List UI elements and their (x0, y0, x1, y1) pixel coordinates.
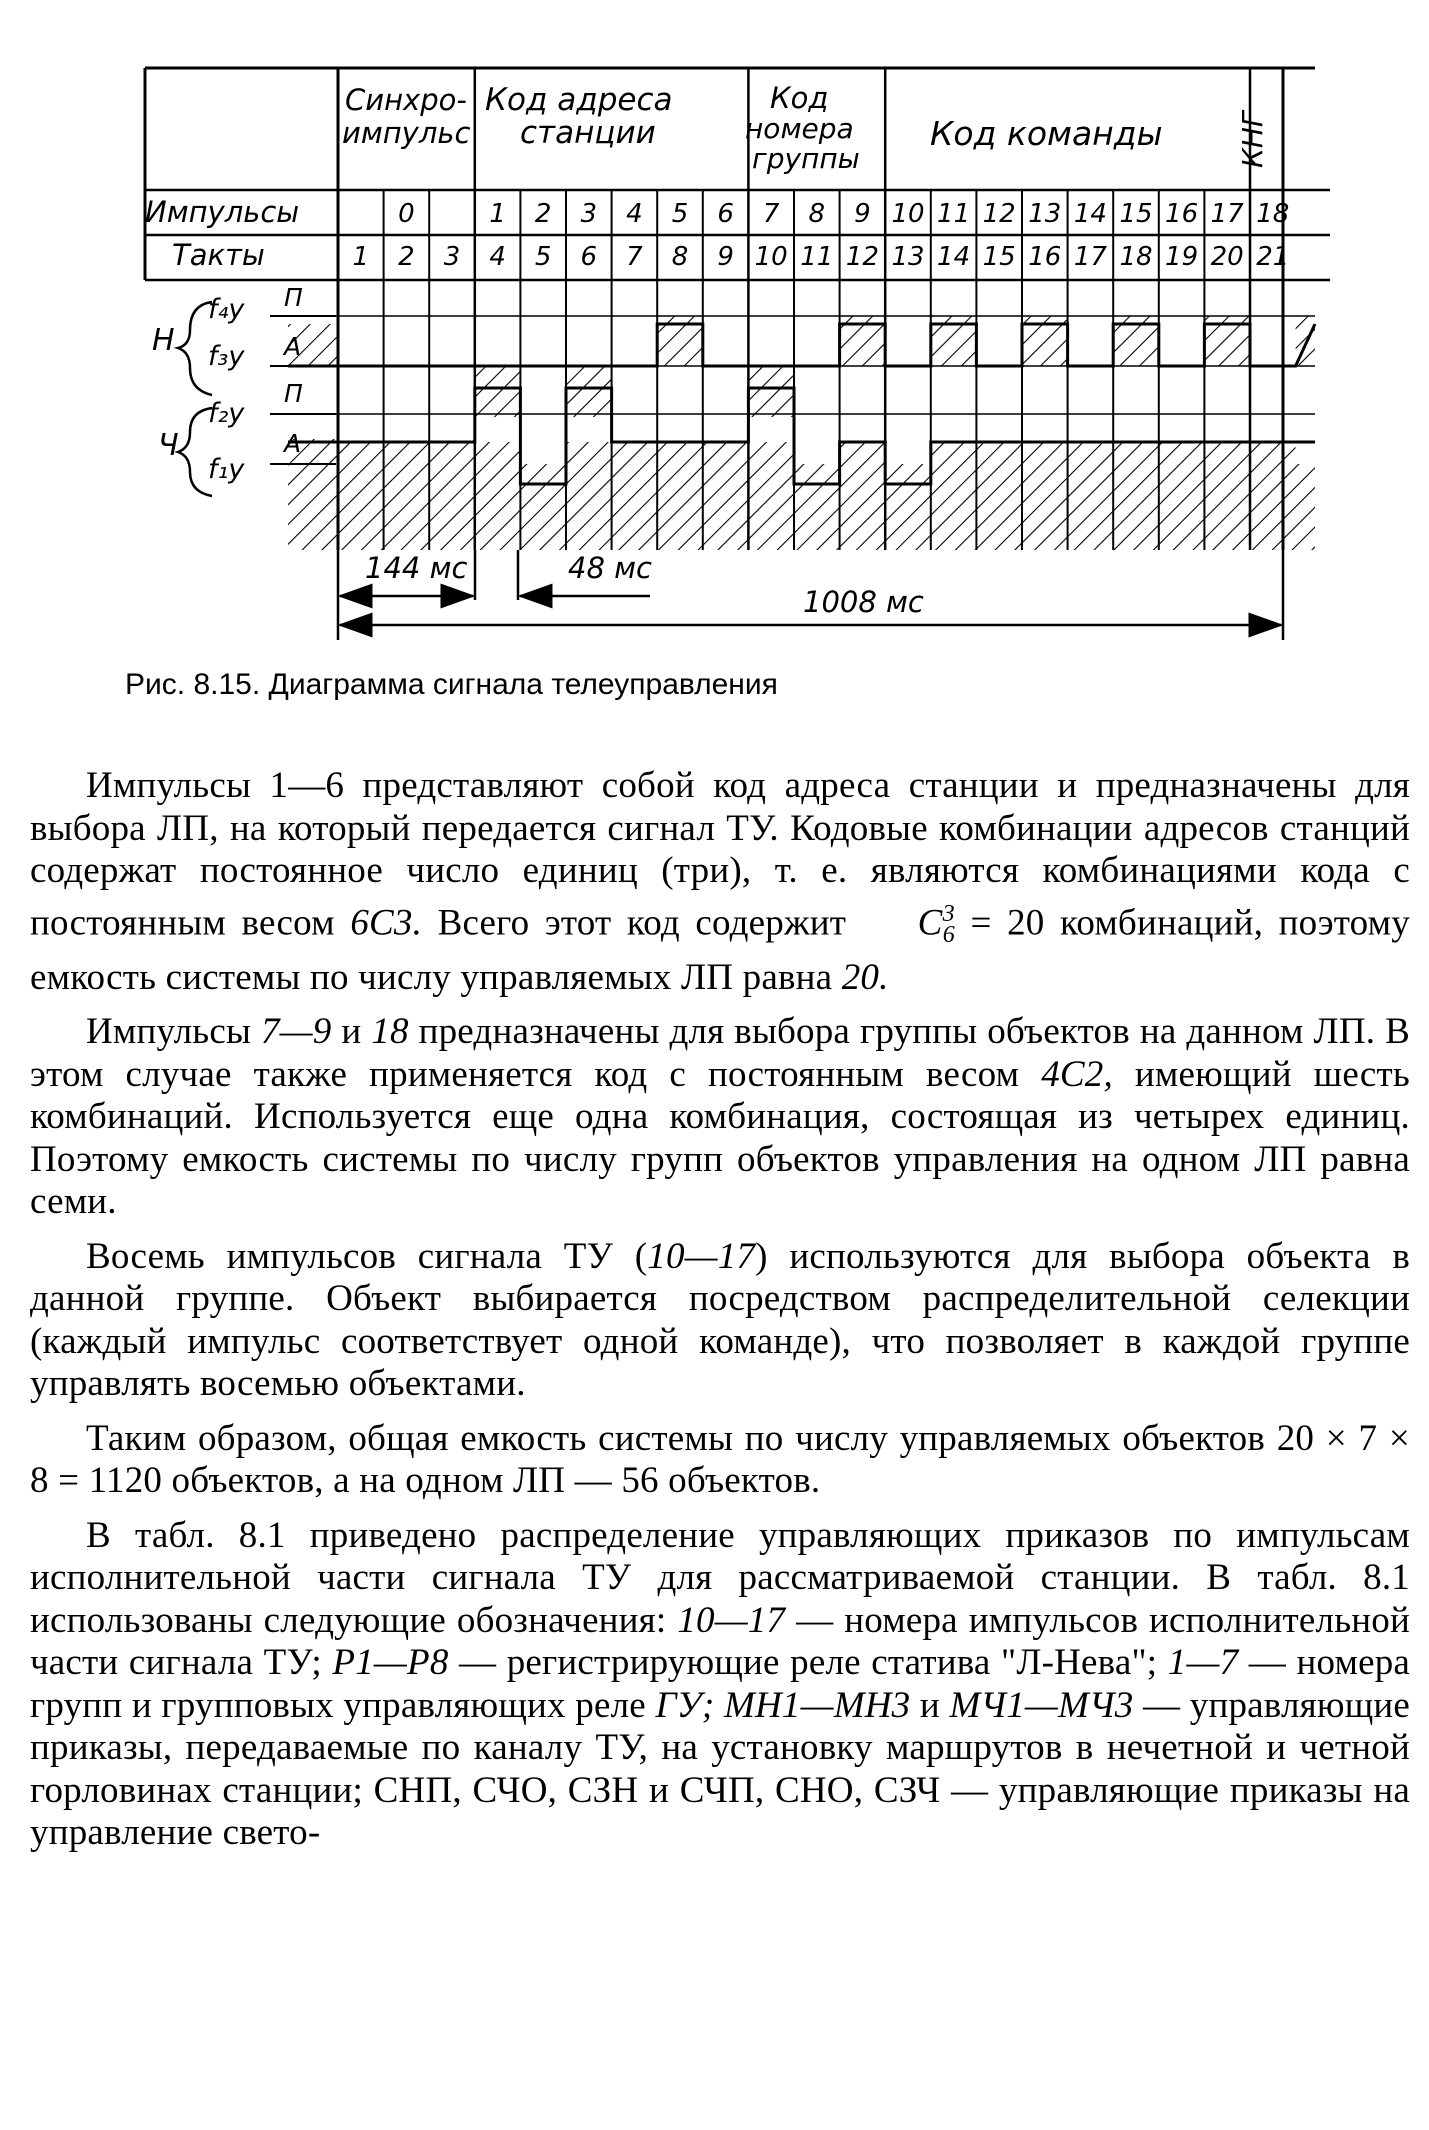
takt-label: 3 (443, 242, 461, 272)
takt-label: 1 (352, 242, 370, 272)
impulse-label: 2 (534, 199, 552, 229)
label-n: Н (152, 323, 175, 358)
impulse-label: 8 (808, 199, 826, 229)
hatch-ch-mid (384, 442, 430, 464)
signal-labels (152, 283, 336, 496)
takt-label: 18 (1119, 242, 1153, 272)
header-cmd: Код команды (930, 114, 1163, 153)
brace-n (178, 302, 212, 395)
hatch-ch-mid (338, 442, 384, 464)
hatch-ch-mid (748, 442, 794, 464)
dim-48: 48 мс (568, 551, 652, 585)
takt-label: 16 (1028, 242, 1062, 272)
header-group-2: номера (745, 112, 854, 145)
hatch-ch-mid (1068, 442, 1114, 464)
row-label-takts: Такты (172, 238, 265, 272)
impulse-label: 15 (1119, 199, 1153, 229)
impulse-label: 0 (398, 199, 415, 229)
label-ch: Ч (158, 428, 179, 463)
paragraph-5: В табл. 8.1 приведено распределение управляющих приказов по импульсам исполнительной части сигнала ТУ для рассматриваемой станции. В табл. 8.1 использованы следующие обозначения: 10—17 — номера импульсов исполнительной части сигнала ТУ; Р1—Р8 — регистрирующие реле статива "Л-Нева"; 1—7 — номера групп и групповых управляющих реле ГУ; МН1—МН3 и МЧ1—МЧ3 — управляющие приказы, передаваемые по каналу ТУ, на установку маршрутов в нечетной и четной горловинах станции; СНП, СЧО, СЗН и СЧП, СНО, СЗЧ — управляющие приказы на управление свето- (30, 1514, 1411, 1854)
impulse-label: 18 (1256, 199, 1290, 229)
label-f2: f₂у (208, 398, 245, 429)
impulse-label: 12 (982, 199, 1016, 229)
hatch-ch-high (748, 366, 794, 417)
takt-label: 10 (754, 242, 788, 272)
label-p2: П (284, 379, 303, 408)
dim-1008: 1008 мс (803, 585, 924, 619)
takt-label: 8 (671, 242, 689, 272)
hatch-ch-mid (1022, 442, 1068, 464)
takt-label: 13 (891, 242, 925, 272)
impulse-label: 10 (891, 199, 925, 229)
label-f3: f₃у (208, 341, 245, 372)
paragraph-3: Восемь импульсов сигнала ТУ (10—17) используются для выбора объекта в данной группе. Объект выбирается посредством распределительной селекции (каждый импульс соответствует одной команде), что позволяет в каждой группе управлять восемью объектами. (30, 1235, 1410, 1405)
section-headers (342, 81, 1269, 175)
takt-numbers (353, 242, 1290, 272)
hatch-ch-base (288, 464, 1315, 550)
header-kng: КНГ (1236, 111, 1269, 168)
hatch-ch-mid (1113, 442, 1159, 464)
impulse-label: 4 (626, 199, 643, 229)
takt-label: 17 (1073, 242, 1107, 272)
impulse-label: 9 (854, 199, 871, 229)
impulse-numbers (398, 199, 1289, 229)
takt-label: 6 (580, 242, 598, 272)
figure-caption: Рис. 8.15. Диаграмма сигнала телеуправления (125, 668, 778, 701)
hatch-ch-mid (566, 442, 612, 464)
takt-label: 7 (626, 242, 643, 272)
hatched-signal-areas (288, 316, 1315, 550)
paragraph-2: Импульсы 7—9 и 18 предназначены для выбора группы объектов на данном ЛП. В этом случае также применяется код с постоянным весом 4С2, имеющий шесть комбинаций. Используется еще одна комбинация, состоящая из четырех единиц. Поэтому емкость системы по числу групп объектов управления на одном ЛП равна семи. (30, 1011, 1410, 1223)
impulse-label: 17 (1210, 199, 1244, 229)
hatch-ch-mid (931, 442, 977, 464)
takt-label: 11 (800, 242, 834, 272)
paragraph-4: Таким образом, общая емкость системы по числу управляемых объектов 20 × 7 × 8 = 1120 объектов, а на одном ЛП — 56 объектов. (30, 1417, 1410, 1502)
header-addr-1: Код адреса (485, 82, 673, 118)
hatch-ch-mid (703, 442, 749, 464)
brace-ch (178, 408, 212, 496)
impulse-label: 13 (1028, 199, 1062, 229)
impulse-label: 3 (580, 199, 598, 229)
hatch-ch-mid (1159, 442, 1205, 464)
header-sync-2: импульс (342, 116, 471, 150)
impulse-label: 5 (671, 199, 689, 229)
row-label-impulses: Импульсы (145, 195, 300, 229)
takt-label: 21 (1256, 242, 1290, 272)
impulse-label: 1 (489, 199, 506, 229)
hatch-ch-mid (976, 442, 1022, 464)
hatch-ch-mid (475, 442, 521, 464)
header-sync-1: Синхро- (345, 83, 467, 117)
takt-label: 14 (937, 242, 971, 272)
impulse-label: 14 (1073, 199, 1107, 229)
takt-label: 5 (534, 242, 552, 272)
takt-label: 9 (717, 242, 734, 272)
hatch-ch-mid (612, 442, 658, 464)
telecontrol-signal-diagram (0, 0, 1429, 650)
label-a2: А (284, 429, 302, 458)
takt-label: 15 (982, 242, 1016, 272)
label-a1: А (284, 332, 302, 361)
dim-144: 144 мс (365, 551, 468, 585)
takt-label: 4 (489, 242, 506, 272)
takt-label: 20 (1210, 242, 1244, 272)
header-group-1: Код (770, 81, 829, 115)
impulse-label: 11 (937, 199, 971, 229)
impulse-label: 16 (1165, 199, 1199, 229)
hatch-ch-mid (1204, 442, 1250, 464)
paragraph-1: Импульсы 1—6 представляют собой код адреса станции и предназначены для выбора ЛП, на который передается сигнал ТУ. Кодовые комбинации адресов станций содержат постоянное число единиц (три), т. е. являются комбинациями кода с постоянным весом 6С3. Всего этот код содержит $С^3_6 = 20$ комбинаций, поэтому емкость системы по числу управляемых ЛП равна 20. (30, 765, 1410, 998)
label-p1: П (284, 283, 303, 312)
takt-label: 2 (398, 242, 415, 272)
n-waveform (288, 324, 1315, 366)
hatch-ch-high (566, 366, 612, 417)
impulse-label: 7 (762, 199, 780, 229)
hatch-ch-mid (429, 442, 475, 464)
hatch-ch-mid (657, 442, 703, 464)
hatch-ch-mid (840, 442, 886, 464)
hatch-ch-high (475, 366, 521, 417)
header-addr-2: станции (520, 115, 656, 151)
takt-label: 12 (845, 242, 879, 272)
combination-formula: $С^3_6$ (917, 900, 955, 949)
hatch-ch-mid (1250, 442, 1296, 464)
body-text (30, 765, 1410, 1867)
header-group-3: группы (752, 142, 860, 175)
label-f4: f₄у (208, 294, 245, 325)
label-f1: f₁у (208, 454, 245, 485)
impulse-label: 6 (717, 199, 734, 229)
takt-label: 19 (1165, 242, 1199, 272)
